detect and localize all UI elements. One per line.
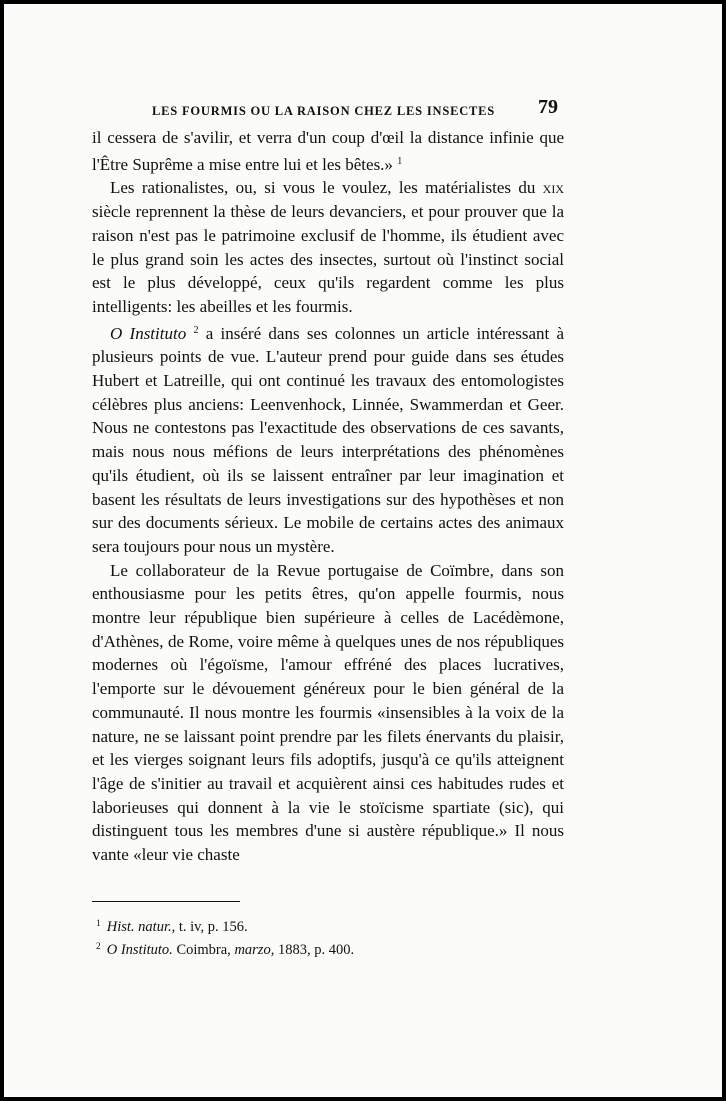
footnote-1 [96,914,564,938]
footnote-ref-2: 2 [193,324,199,336]
paragraph-2-text-b: siècle reprennent la thèse de leurs devanciers, et pour prouver que la raison n'est pas le patrimoine exclusif de l'homme, ils étudient avec le plus grand soin les actes des insectes, surtout où l'instinct social est le plus développé, ceux qu'ils regardent comme les plus intelligents: les abeilles et les fourmis. [92,202,564,316]
paragraph-3-text: a inséré dans ses colonnes un article intéressant à plusieurs points de vue. L'auteur prend pour guide dans ses études Hubert et Latreille, qui ont continué les travaux des entomologistes célèbres plus anciens: Leenvenhock, Linnée, Swammerdan et Geer. Nous ne contestons pas l'exactitude des observations de ces savants, mais nous nous méfions de leurs interprétations des phénomènes qu'ils étudient, où ils se laissent entraîner par leur imagination et basent les résultats de leurs investigations sur des hypothèses et non sur des documents sérieux. Le mobile de certains actes des animaux sera toujours pour nous un mystère. [92,323,565,556]
footnote-text: , t. iv, p. 156. [171,918,248,935]
footnote-tail: 1883, p. 400. [274,942,355,959]
running-title: LES FOURMIS OU LA RAISON CHEZ LES INSECTES [152,104,496,118]
footnote-number: 1 [96,918,101,929]
footnote-title: O Instituto. [106,942,173,959]
paragraph-1-text: il cessera de s'avilir, et verra d'un coup d'œil la distance infinie que l'Être Suprême a mise entre lui et les bêtes.» [92,128,564,174]
footnote-ref-1: 1 [397,155,403,167]
paragraph-4 [92,559,564,867]
footnote-text: Coimbra, [172,942,235,959]
page-number: 79 [538,96,558,118]
body-text [92,126,564,867]
paragraph-4-text: Le collaborateur de la Revue portugaise de Coïmbre, dans son enthousiasme pour les petits êtres, qu'on appelle fourmis, nous montre leur république bien supérieure à celles de Lacédèmone, d'Athènes, de Rome, voire même à quelques unes de nos républiques modernes où l'égoïsme, l'amour effréné des places lucratives, l'emporte sur le dévouement généreux pour le bien général de la communauté. Il nous montre les fourmis «insensibles à la voix de la nature, ne se laissant point prendre par les filets énervants du plaisir, et les vierges soignant leurs fils adoptifs, jusqu'à ce qu'ils atteignent l'âge de s'initier au travail et acquièrent ainsi ces habitudes rudes et laborieuses qui donnent à la vie le stoïcisme spartiate (sic), qui distinguent tous les membres d'une si austère république.» Il nous vante «leur vie chaste [92,560,564,865]
footnotes [92,914,564,961]
footnote-number: 2 [96,942,101,953]
footnote-divider [92,901,240,902]
paragraph-3 [92,319,564,559]
century-numeral: xix [542,178,564,198]
book-page [92,96,564,961]
paragraph-1 [92,126,564,176]
running-header [92,96,564,126]
journal-title: O Instituto [110,323,187,343]
paragraph-2-text-a: Les rationalistes, ou, si vous le voulez, les matérialistes du [110,178,536,198]
footnote-2 [96,937,564,961]
footnote-title: Hist. natur. [106,918,172,935]
footnote-month: marzo, [234,942,275,959]
paragraph-2 [92,176,564,318]
